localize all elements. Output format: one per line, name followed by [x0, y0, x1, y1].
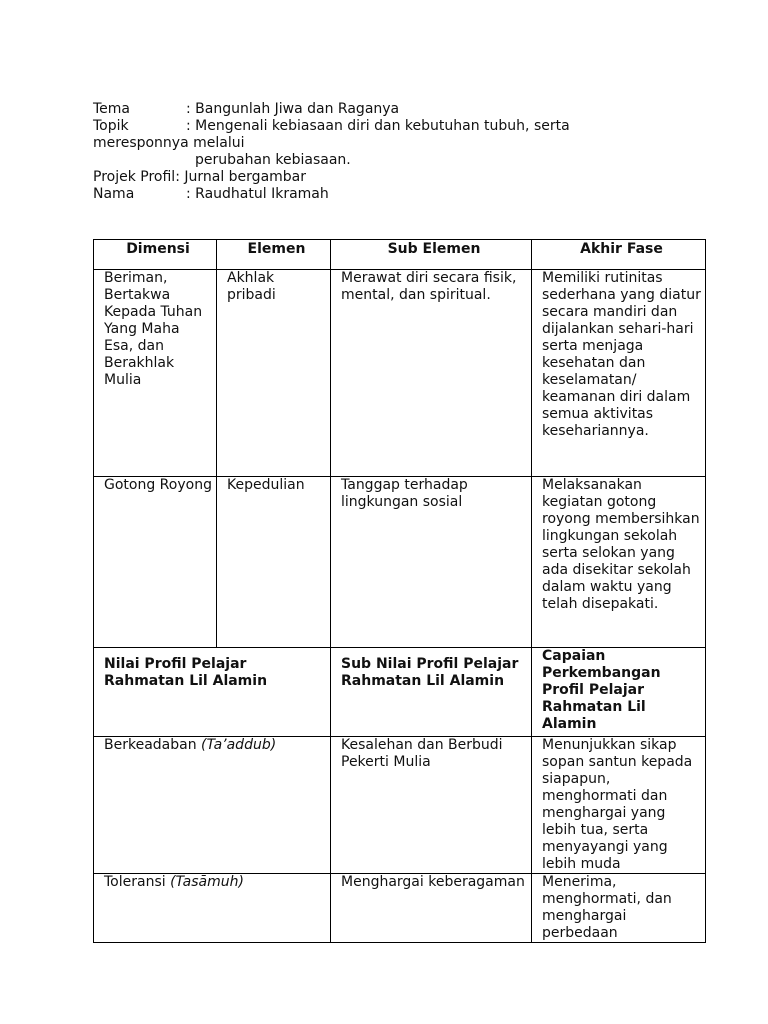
table-subheader-row [94, 648, 706, 737]
projek-label: Projek Profil [93, 169, 176, 185]
header-elemen: Elemen [217, 240, 331, 270]
table-row [94, 270, 706, 477]
nilai-text: Toleransi [104, 874, 171, 890]
projek-value: : Jurnal bergambar [175, 169, 307, 185]
header-sub-nilai: Sub Nilai Profil Pelajar Rahmatan Lil Alamin [331, 648, 532, 737]
header-nilai-profil: Nilai Profil Pelajar Rahmatan Lil Alamin [94, 648, 331, 737]
tema-value: : Bangunlah Jiwa dan Raganya [186, 101, 400, 117]
tema-line [93, 101, 693, 118]
cell-nilai [94, 874, 331, 943]
cell-sub-nilai: Menghargai keberagaman [331, 874, 532, 943]
cell-sub-nilai: Kesalehan dan Berbudi Pekerti Mulia [331, 737, 532, 874]
cell-nilai [94, 737, 331, 874]
cell-akhir-fase: Melaksanakan kegiatan gotong royong membersihkan lingkungan sekolah serta selokan yang ada disekitar sekolah dalam waktu yang telah disepakati. [532, 477, 706, 648]
cell-elemen: Kepedulian [217, 477, 331, 648]
topik-label: Topik [93, 118, 129, 134]
nama-line [93, 186, 693, 203]
topik-value: : Mengenali kebiasaan diri dan kebutuhan tubuh, serta [186, 118, 570, 134]
topik-line [93, 118, 693, 135]
cell-elemen: Akhlak pribadi [217, 270, 331, 477]
document-header [93, 101, 693, 203]
projek-line [93, 169, 693, 186]
tema-label: Tema [93, 101, 131, 117]
header-dimensi: Dimensi [94, 240, 217, 270]
table-row [94, 477, 706, 648]
cell-capaian: Menunjukkan sikap sopan santun kepada siapapun, menghormati dan menghargai yang lebih tua, serta menyayangi yang lebih muda [532, 737, 706, 874]
nilai-italic: (Tasāmuh) [170, 874, 244, 890]
nama-label: Nama [93, 186, 135, 202]
table-header-row [94, 240, 706, 270]
nilai-italic: (Ta’addub) [201, 737, 277, 753]
header-capaian: Capaian Perkembangan Profil Pelajar Rahmatan Lil Alamin [532, 648, 706, 737]
nilai-text: Berkeadaban [104, 737, 202, 753]
cell-sub-elemen: Tanggap terhadap lingkungan sosial [331, 477, 532, 648]
table-row [94, 874, 706, 943]
table-row [94, 737, 706, 874]
profil-table [93, 239, 706, 943]
cell-dimensi: Gotong Royong [94, 477, 217, 648]
header-akhir-fase: Akhir Fase [532, 240, 706, 270]
topik-line-2: meresponnya melalui [93, 135, 245, 151]
cell-capaian: Menerima, menghormati, dan menghargai perbedaan [532, 874, 706, 943]
topik-line-3: perubahan kebiasaan. [195, 152, 351, 168]
nama-value: : Raudhatul Ikramah [186, 186, 329, 202]
cell-dimensi: Beriman, Bertakwa Kepada Tuhan Yang Maha Esa, dan Berakhlak Mulia [94, 270, 217, 477]
header-sub-elemen: Sub Elemen [331, 240, 532, 270]
cell-sub-elemen: Merawat diri secara fisik, mental, dan spiritual. [331, 270, 532, 477]
cell-akhir-fase: Memiliki rutinitas sederhana yang diatur secara mandiri dan dijalankan sehari-hari serta menjaga kesehatan dan keselamatan/ keamanan diri dalam semua aktivitas kesehariannya. [532, 270, 706, 477]
